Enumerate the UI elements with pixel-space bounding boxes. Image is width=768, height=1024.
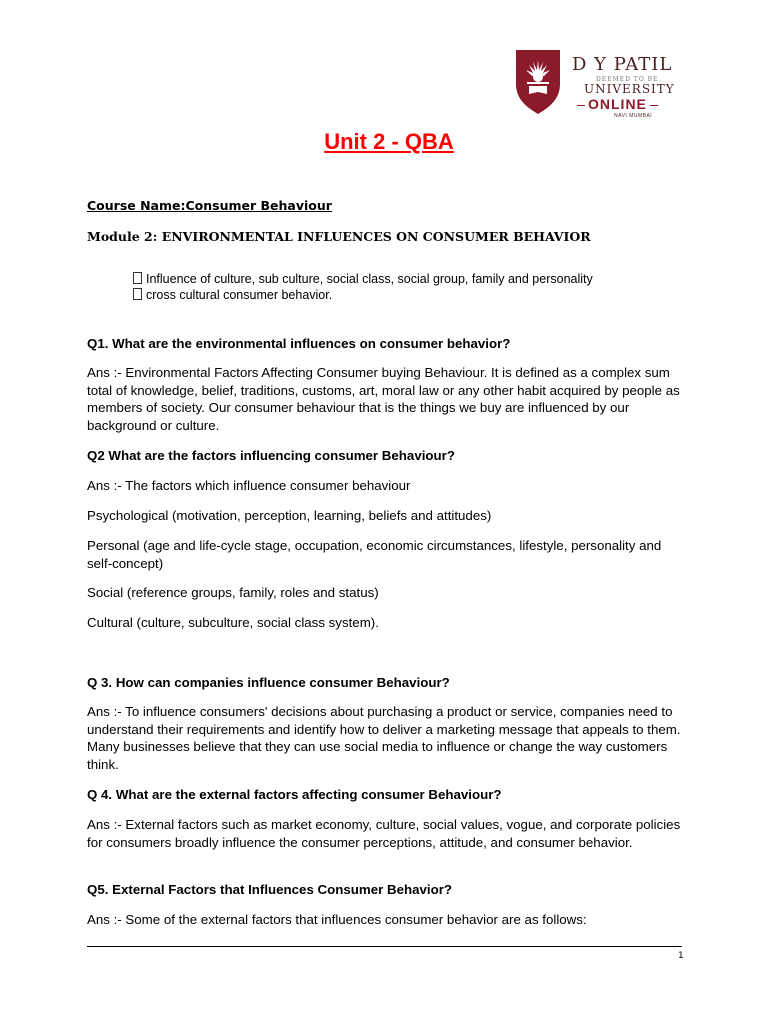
topic-item-text: cross cultural consumer behavior. bbox=[146, 288, 333, 302]
question-2: Q2 What are the factors influencing consumer Behaviour? bbox=[87, 448, 455, 463]
answer-3: Ans :- To influence consumers' decisions about purchasing a product or service, companies need to understand their requirements and identify how to deliver a marketing message that appeals to them. Many businesses believe that they can use social media to influence or change the way customers think. bbox=[87, 704, 681, 772]
answer-2-social: Social (reference groups, family, roles and status) bbox=[87, 585, 379, 600]
bullet-box-icon bbox=[133, 272, 142, 284]
question-1: Q1. What are the environmental influences on consumer behavior? bbox=[87, 336, 511, 351]
logo-university: UNIVERSITY bbox=[584, 82, 675, 96]
bullet-box-icon bbox=[133, 288, 142, 300]
answer-2-cultural: Cultural (culture, subculture, social class system). bbox=[87, 615, 379, 630]
page-title: Unit 2 - QBA bbox=[324, 129, 454, 154]
logo-city: NAVI MUMBAI bbox=[614, 113, 653, 119]
logo-online: ONLINE bbox=[574, 96, 661, 112]
topic-item bbox=[133, 287, 593, 303]
question-4: Q 4. What are the external factors affecting consumer Behaviour? bbox=[87, 787, 502, 802]
answer-4: Ans :- External factors such as market economy, culture, social values, vogue, and corporate policies for consumers broadly influence the consumer perceptions, attitude, and consumer behavior. bbox=[87, 817, 681, 850]
question-5: Q5. External Factors that Influences Consumer Behavior? bbox=[87, 882, 453, 897]
course-name: Course Name:Consumer Behaviour bbox=[87, 198, 332, 213]
answer-2-psychological: Psychological (motivation, perception, learning, beliefs and attitudes) bbox=[87, 508, 492, 523]
answer-5: Ans :- Some of the external factors that influences consumer behavior are as follows: bbox=[87, 912, 587, 927]
answer-1: Ans :- Environmental Factors Affecting Consumer buying Behaviour. It is defined as a complex sum total of knowledge, belief, traditions, customs, art, moral law or any other habit acquired by people as members of society. Our consumer behaviour that is the things we buy are influenced by our background or culture. bbox=[87, 365, 680, 433]
answer-2-intro: Ans :- The factors which influence consumer behaviour bbox=[87, 478, 411, 493]
module-heading: Module 2: ENVIRONMENTAL INFLUENCES ON CONSUMER BEHAVIOR bbox=[87, 229, 591, 244]
answer-2-personal: Personal (age and life-cycle stage, occupation, economic circumstances, lifestyle, personality and self-concept) bbox=[87, 538, 662, 571]
logo-name: D Y PATIL bbox=[572, 54, 673, 75]
footer-divider bbox=[87, 946, 682, 947]
topic-item-text: Influence of culture, sub culture, social class, social group, family and personality bbox=[146, 272, 593, 286]
university-logo bbox=[512, 48, 675, 120]
logo-tagline: DEEMED TO BE bbox=[596, 76, 659, 83]
question-3: Q 3. How can companies influence consumer Behaviour? bbox=[87, 675, 450, 690]
topic-list bbox=[133, 271, 593, 303]
shield-icon bbox=[512, 48, 564, 116]
topic-item bbox=[133, 271, 593, 287]
page-number: 1 bbox=[678, 951, 684, 961]
